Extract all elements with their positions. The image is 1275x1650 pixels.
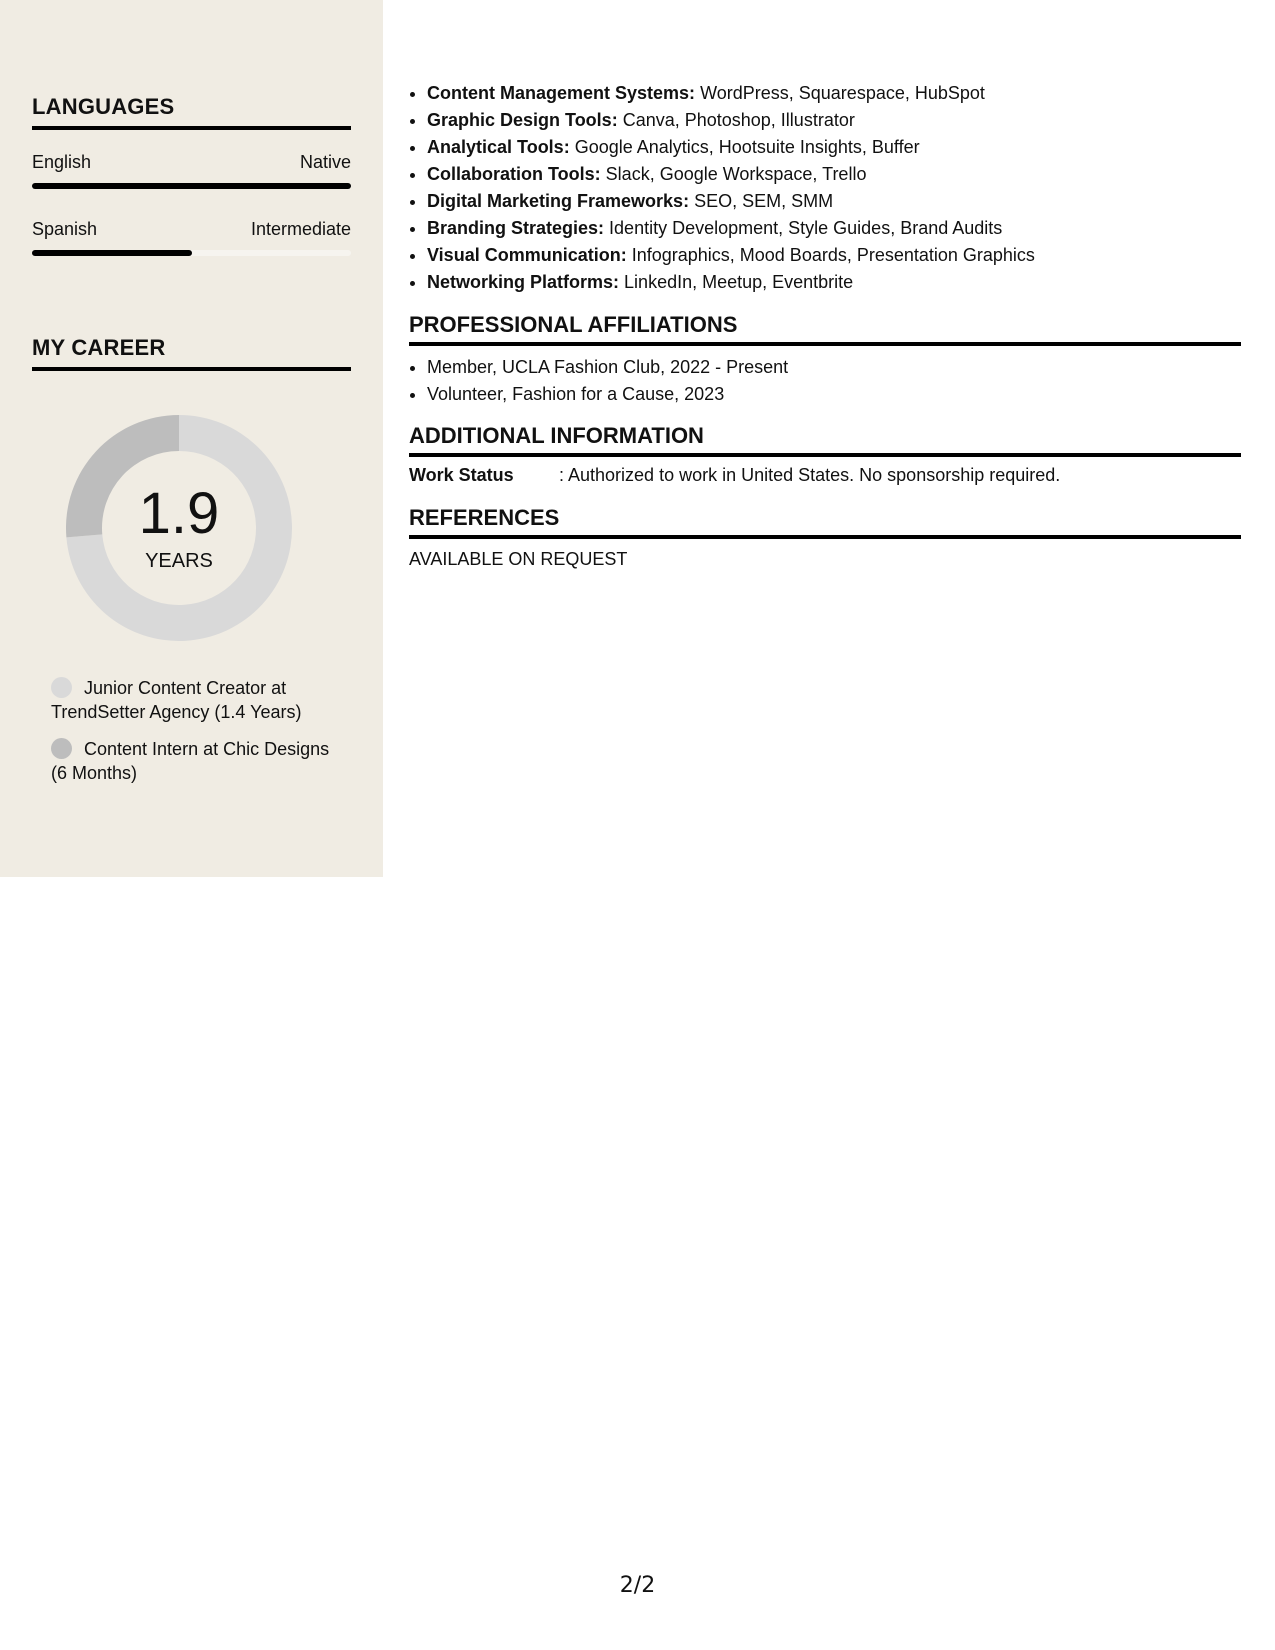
- affiliation-item: • Member, UCLA Fashion Club, 2022 - Present: [427, 354, 1241, 381]
- career-legend: [51, 676, 331, 798]
- additional-info-heading: ADDITIONAL INFORMATION: [409, 423, 1241, 457]
- career-total-value: 1.9: [138, 481, 220, 546]
- legend-dot: [51, 677, 72, 698]
- language-level: Intermediate: [250, 219, 351, 239]
- language-bar-track: [32, 250, 351, 256]
- skill-label: Collaboration Tools:: [427, 164, 601, 184]
- skill-item: [427, 134, 1241, 161]
- skill-label: Analytical Tools:: [427, 137, 570, 157]
- skill-value: LinkedIn, Meetup, Eventbrite: [624, 272, 854, 292]
- affiliations-heading: PROFESSIONAL AFFILIATIONS: [409, 312, 1241, 346]
- career-donut-chart: [66, 415, 292, 641]
- language-name: Spanish: [32, 219, 98, 239]
- affiliation-item: • Volunteer, Fashion for a Cause, 2023: [427, 381, 1241, 408]
- languages-heading: LANGUAGES: [32, 94, 351, 130]
- career-total-unit: YEARS: [145, 550, 213, 572]
- skills-list: [409, 80, 1241, 296]
- legend-label: Junior Content Creator at TrendSetter Agency (1.4 Years): [51, 678, 302, 722]
- skill-value: Identity Development, Style Guides, Brand Audits: [609, 218, 1003, 238]
- affiliations-list: [409, 354, 1241, 408]
- skill-label: Branding Strategies:: [427, 218, 605, 238]
- skill-value: Slack, Google Workspace, Trello: [605, 164, 867, 184]
- page-number: 2/2: [619, 1573, 656, 1598]
- language-bar-fill: [32, 250, 192, 256]
- skill-value: Canva, Photoshop, Illustrator: [622, 110, 855, 130]
- additional-info-section: [409, 423, 1241, 486]
- language-row-english: [32, 152, 351, 173]
- work-status-value: : Authorized to work in United States. No sponsorship required.: [559, 465, 1061, 485]
- skill-label: Visual Communication:: [427, 245, 627, 265]
- skill-value: SEO, SEM, SMM: [694, 191, 834, 211]
- skill-item: [427, 269, 1241, 296]
- affiliations-section: [409, 312, 1241, 408]
- skill-item: [427, 215, 1241, 242]
- skill-item: [427, 80, 1241, 107]
- legend-dot: [51, 738, 72, 759]
- references-section: [409, 505, 1241, 570]
- skill-value: Infographics, Mood Boards, Presentation Graphics: [631, 245, 1035, 265]
- language-bar-fill: [32, 183, 351, 189]
- skill-label: Digital Marketing Frameworks:: [427, 191, 690, 211]
- work-status-label: Work Status: [409, 465, 514, 485]
- skill-value: WordPress, Squarespace, HubSpot: [700, 83, 985, 103]
- legend-label: Content Intern at Chic Designs (6 Months): [51, 739, 330, 783]
- skill-item: [427, 107, 1241, 134]
- career-section: [32, 335, 351, 371]
- skill-item: [427, 161, 1241, 188]
- languages-section: [32, 94, 351, 256]
- references-heading: REFERENCES: [409, 505, 1241, 539]
- skill-label: Networking Platforms:: [427, 272, 620, 292]
- skill-label: Content Management Systems:: [427, 83, 696, 103]
- work-status-row: [409, 465, 1241, 486]
- language-level: Native: [299, 152, 351, 172]
- references-text: AVAILABLE ON REQUEST: [409, 549, 628, 569]
- skill-value: Google Analytics, Hootsuite Insights, Buffer: [574, 137, 920, 157]
- language-bar-track: [32, 183, 351, 189]
- skill-item: [427, 188, 1241, 215]
- legend-item: [51, 737, 331, 785]
- language-name: English: [32, 152, 92, 172]
- sidebar: [0, 0, 383, 877]
- language-row-spanish: [32, 219, 351, 240]
- skill-label: Graphic Design Tools:: [427, 110, 618, 130]
- skill-item: [427, 242, 1241, 269]
- career-heading: MY CAREER: [32, 335, 351, 371]
- legend-item: [51, 676, 331, 724]
